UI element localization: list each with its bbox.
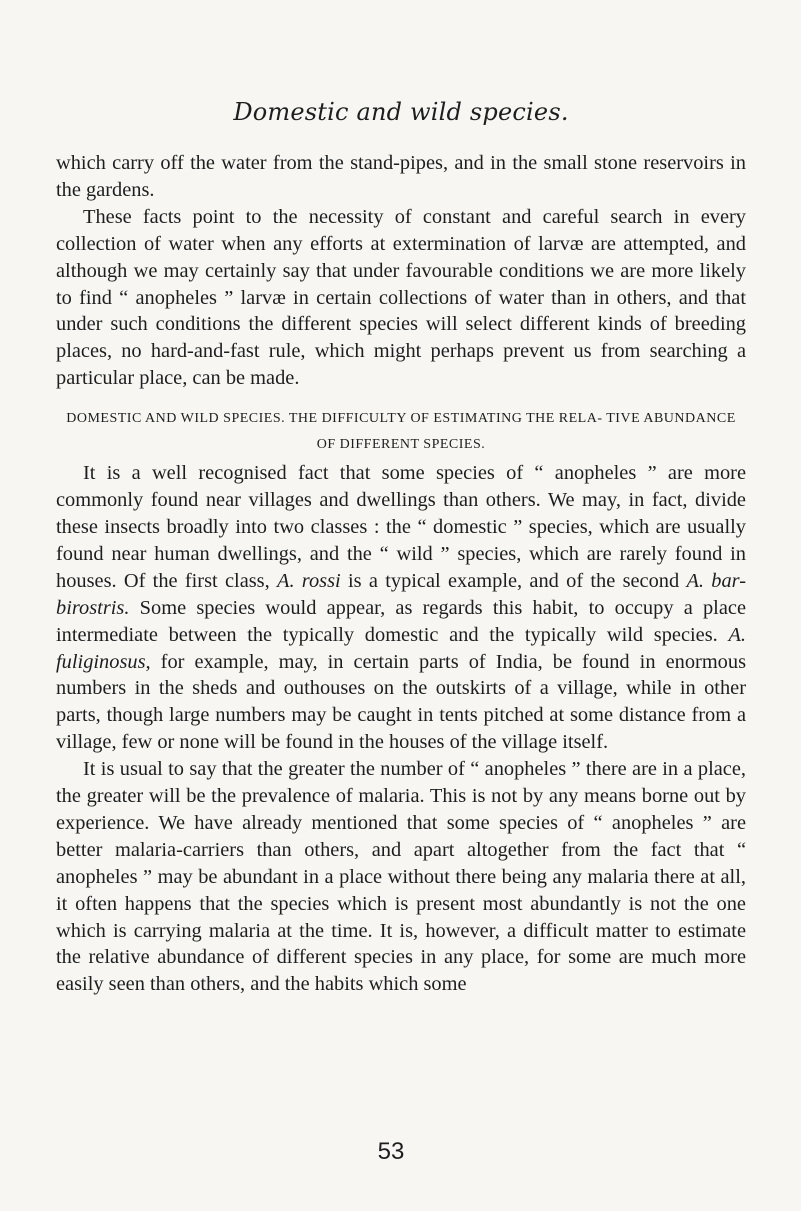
body-text [56,150,746,998]
page-number: 53 [377,1138,405,1165]
paragraph-search-necessity: These facts point to the necessity of constant and careful search in every collection of water when any efforts at extermination of larvæ are attempted, and although we may certainly say that under favourable conditions we are more likely to find “ anopheles ” larvæ in certain collections of water than in others, and that under such conditions the different species will select different kinds of breeding places, no hard-and-fast rule, which might perhaps prevent us from searching a particular place, can be made. [56,205,746,390]
paragraph-continuation: which carry off the water from the stand-pipes, and in the small stone reservoirs in the gardens. [56,152,746,201]
running-head: Domestic and wild species. [233,98,569,126]
paragraph-text: is a typical example, and of the second [340,569,687,592]
species-name: A. rossi [276,569,341,592]
section-heading: DOMESTIC AND WILD SPECIES. THE DIFFICULTY OF ESTIMATING THE RELA- TIVE ABUNDANCE OF DIFFERENT SPECIES. [66,411,736,453]
species-name: A. bar-birostris. [56,569,747,619]
book-page [56,0,746,1211]
paragraph-text: Some species would appear, as regards this habit, to occupy a place intermediate between the typically domestic and the typically wild species. [56,596,746,646]
paragraph-domestic-wild [56,460,746,756]
paragraph-text: It is a well recognised fact that some species of “ anopheles ” are more commonly found near villages and dwellings than others. We may, in fact, divide these insects broadly into two classes : the “ domestic ” species, which are usually found near human dwellings, and the “ wild ” species, which are rarely found in houses. Of the first class, [56,462,746,592]
species-name: A. fuliginosus, [56,623,746,673]
paragraph-abundance: It is usual to say that the greater the number of “ anopheles ” there are in a place, the greater will be the prevalence of malaria. This is not by any means borne out by experience. We have already mentioned that some species of “ anopheles ” are better malaria-carriers than others, and apart altogether from the fact that “ anopheles ” may be abundant in a place without there being any malaria there at all, it often happens that the species which is present most abundantly is not the one which is carrying malaria at the time. It is, however, a difficult matter to estimate the relative abundance of different species in any place, for some are much more easily seen than others, and the habits which some [56,758,746,996]
paragraph-text: for example, may, in certain parts of India, be found in enormous numbers in the sheds and outhouses on the outskirts of a village, while in other parts, though large numbers may be caught in tents pitched at some distance from a village, few or none will be found in the houses of the village itself. [56,650,746,754]
